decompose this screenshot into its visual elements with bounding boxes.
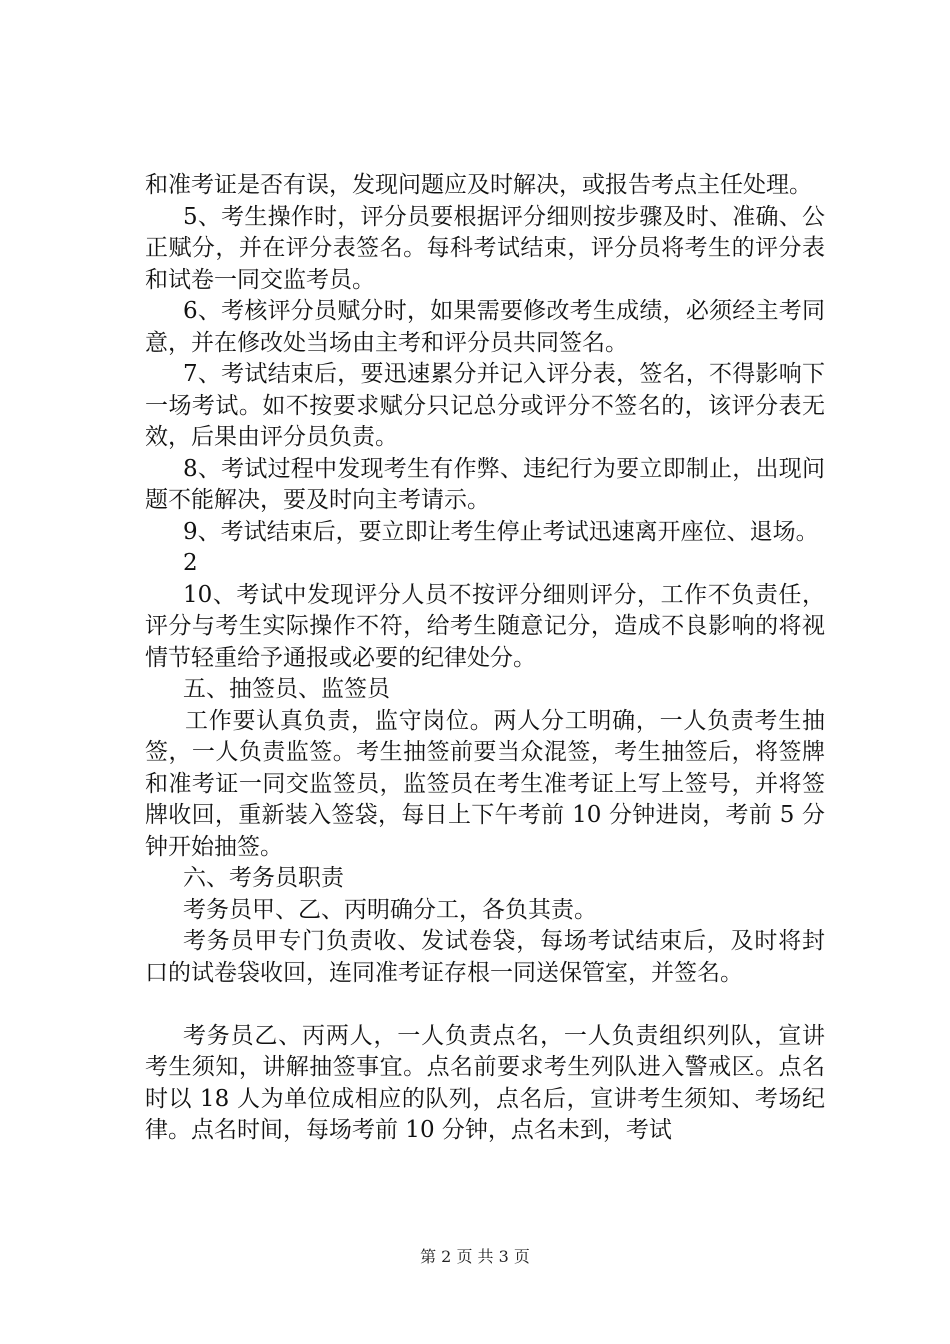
page-footer: 第 2 页 共 3 页	[420, 1247, 530, 1266]
paragraph-staff-a-duties: 考务员甲专门负责收、发试卷袋，每场考试结束后，及时将封口的试卷袋收回，连同准考证存根一同送保管室，并签名。	[145, 928, 825, 986]
paragraph-staff-b-c-duties: 考务员乙、丙两人，一人负责点名，一人负责组织列队，宣讲考生须知，讲解抽签事宜。点名前要求考生列队进入警戒区。点名时以 18 人为单位成相应的队列，点名后，宣讲考生须知、考场纪律。点名时间，每场考前 10 分钟，点名未到，考试	[145, 1022, 825, 1143]
paragraph-item-6: 6、考核评分员赋分时，如果需要修改考生成绩，必须经主考同意，并在修改处当场由主考和评分员共同签名。	[145, 298, 825, 356]
paragraph-staff-division: 考务员甲、乙、丙明确分工，各负其责。	[183, 896, 597, 923]
page-number-inline: 2	[183, 550, 198, 576]
paragraph-item-7: 7、考试结束后，要迅速累分并记入评分表，签名，不得影响下一场考试。如不按要求赋分只记总分或评分不签名的，该评分表无效，后果由评分员负责。	[145, 361, 825, 450]
blank-line	[145, 989, 825, 1021]
paragraph-continuation: 和准考证是否有误，发现问题应及时解决，或报告考点主任处理。	[145, 172, 812, 198]
section-heading-exam-affairs-staff: 六、考务员职责	[183, 865, 344, 891]
paragraph-item-9: 9、考试结束后，要立即让考生停止考试迅速离开座位、退场。	[183, 518, 819, 545]
section-heading-lottery-staff: 五、抽签员、监签员	[183, 676, 390, 702]
paragraph-item-10: 10、考试中发现评分人员不按评分细则评分，工作不负责任，评分与考生实际操作不符，给考生随意记分，造成不良影响的将视情节轻重给予通报或必要的纪律处分。	[145, 581, 825, 671]
paragraph-item-8: 8、考试过程中发现考生有作弊、违纪行为要立即制止，出现问题不能解决，要及时向主考请示。	[145, 455, 825, 513]
paragraph-item-5: 5、考生操作时，评分员要根据评分细则按步骤及时、准确、公正赋分，并在评分表签名。每科考试结束，评分员将考生的评分表和试卷一同交监考员。	[145, 203, 825, 293]
paragraph-lottery-duties: 工作要认真负责，监守岗位。两人分工明确，一人负责考生抽签，一人负责监签。考生抽签前要当众混签，考生抽签后，将签牌和准考证一同交监签员，监签员在考生准考证上写上签号，并将签牌收回，重新装入签袋，每日上下午考前 10 分钟进岗，考前 5 分钟开始抽签。	[145, 707, 825, 860]
document-body	[145, 170, 825, 1147]
